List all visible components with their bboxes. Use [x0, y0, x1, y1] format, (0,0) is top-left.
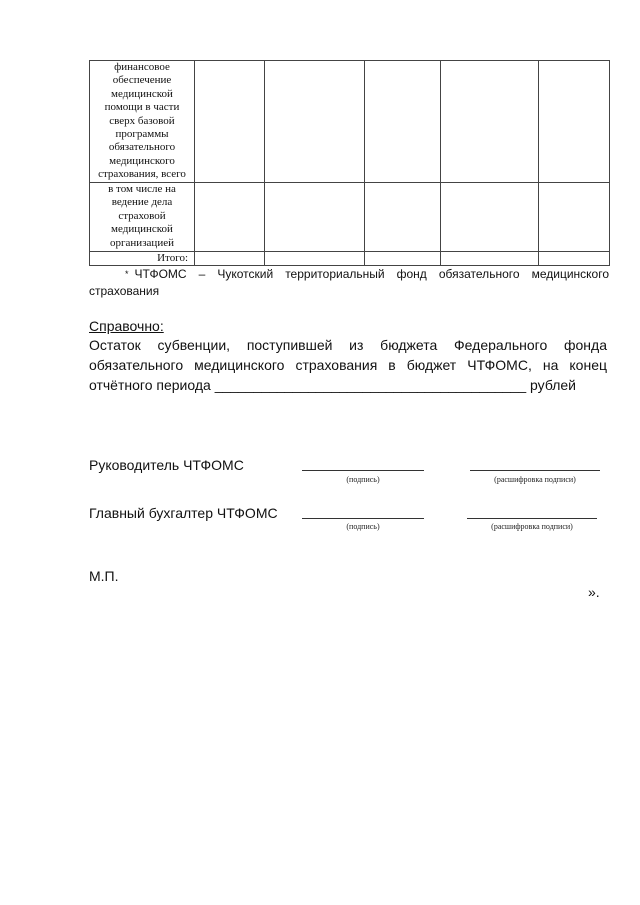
table-row — [90, 183, 610, 252]
closing-quote: ». — [588, 584, 600, 600]
signature-decode-line — [470, 470, 600, 471]
signature-decode-caption: (расшифровка подписи) — [491, 522, 573, 531]
reference-line — [89, 375, 607, 395]
table-cell — [265, 252, 365, 266]
total-label: Итого: — [90, 252, 195, 266]
table-cell — [265, 61, 365, 183]
table-row — [90, 252, 610, 266]
table-cell — [441, 183, 539, 252]
table-cell — [195, 252, 265, 266]
signature-caption: (подпись) — [346, 475, 380, 484]
report-table — [89, 60, 610, 266]
row-label: финансовое обеспечение медицинской помощи в части сверх базовой программы обязательного медицинского страхования, всего — [90, 61, 195, 183]
table-cell — [365, 183, 441, 252]
footnote — [89, 266, 609, 300]
table-cell — [265, 183, 365, 252]
reference-period-label: отчётного периода — [89, 377, 211, 393]
currency-label: рублей — [530, 377, 576, 393]
table-cell — [195, 183, 265, 252]
table-cell — [539, 183, 610, 252]
amount-blank: ________________________________________ — [214, 377, 527, 393]
reference-title: Справочно: — [89, 318, 164, 334]
row-label: в том числе на ведение дела страховой медицинской организацией — [90, 183, 195, 252]
footnote-marker: * — [125, 269, 129, 279]
table-cell — [195, 61, 265, 183]
reference-line: обязательного медицинского страхования в бюджет ЧТФОМС, на конец — [89, 357, 607, 373]
reference-body — [89, 335, 607, 395]
signature-role: Главный бухгалтер ЧТФОМС — [89, 505, 278, 521]
table-cell — [365, 252, 441, 266]
signature-decode-caption: (расшифровка подписи) — [494, 475, 576, 484]
table-cell — [441, 252, 539, 266]
table-row — [90, 61, 610, 183]
table-cell — [365, 61, 441, 183]
table-cell — [539, 61, 610, 183]
reference-line: Остаток субвенции, поступившей из бюджета Федерального фонда — [89, 337, 607, 353]
stamp-place-label: М.П. — [89, 568, 119, 584]
signature-decode-line — [467, 518, 597, 519]
table-cell — [539, 252, 610, 266]
signature-line — [302, 470, 424, 471]
signature-caption: (подпись) — [346, 522, 380, 531]
signature-role: Руководитель ЧТФОМС — [89, 457, 244, 473]
footnote-text: ЧТФОМС – Чукотский территориальный фонд обязательного медицинского страхования — [89, 267, 609, 298]
signature-line — [302, 518, 424, 519]
table-cell — [441, 61, 539, 183]
